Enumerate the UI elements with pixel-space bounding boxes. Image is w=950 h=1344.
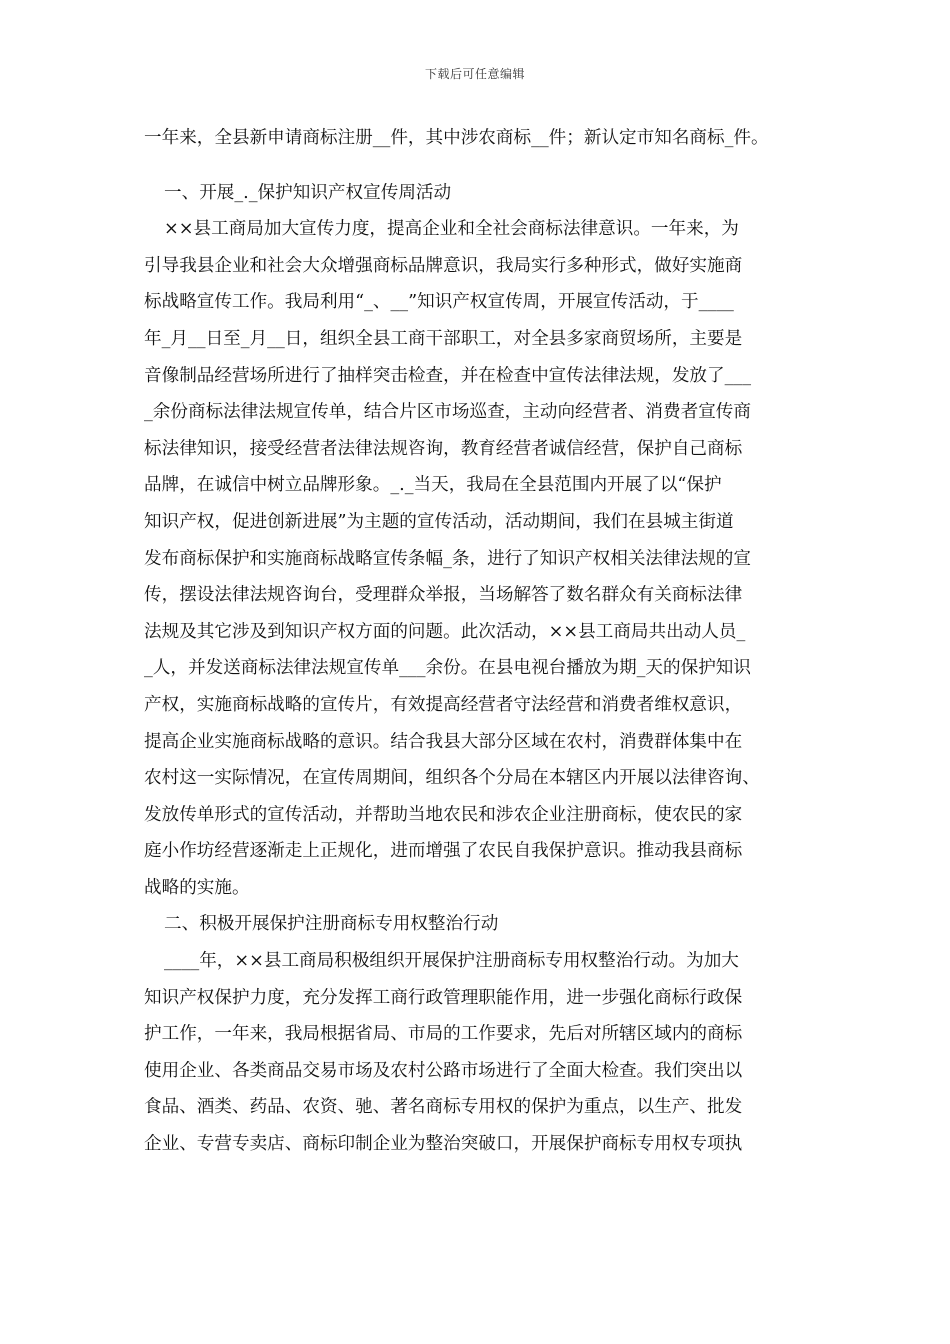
- paragraph-line: 年_月__日至_月__日，组织全县工商干部职工，对全县多家商贸场所，主要是: [144, 328, 743, 349]
- paragraph-line: 食品、酒类、药品、农资、驰、著名商标专用权的保护为重点，以生产、批发: [144, 1097, 743, 1118]
- paragraph-line: 音像制品经营场所进行了抽样突击检查，并在检查中宣传法律法规，发放了___: [144, 365, 751, 386]
- paragraph-line: 标法律知识，接受经营者法律法规咨询，教育经营者诚信经营，保护自己商标: [144, 438, 743, 459]
- paragraph-line: 法规及其它涉及到知识产权方面的问题。此次活动，××县工商局共出动人员_: [144, 621, 746, 642]
- paragraph-line: 知识产权，促进创新进展”为主题的宣传活动，活动期间，我们在县城主街道: [144, 511, 734, 532]
- paragraph-line: ××县工商局加大宣传力度，提高企业和全社会商标法律意识。一年来，为: [164, 219, 739, 240]
- section-2-paragraph: [144, 943, 816, 1163]
- paragraph-line: 知识产权保护力度，充分发挥工商行政管理职能作用，进一步强化商标行政保: [144, 987, 743, 1008]
- paragraph-line: 传，摆设法律法规咨询台，受理群众举报，当场解答了数名群众有关商标法律: [144, 585, 743, 606]
- header-note: 下载后可任意编辑: [424, 67, 525, 81]
- paragraph-line: 品牌，在诚信中树立品牌形象。_._当天，我局在全县范围内开展了以“保护: [144, 475, 722, 496]
- paragraph-line: _余份商标法律法规宣传单，结合片区市场巡查，主动向经营者、消费者宣传商: [144, 402, 751, 423]
- paragraph-line: 农村这一实际情况，在宣传周期间，组织各个分局在本辖区内开展以法律咨询、: [144, 768, 760, 789]
- paragraph-line: 庭小作坊经营逐渐走上正规化，进而增强了农民自我保护意识。推动我县商标: [144, 841, 743, 862]
- paragraph-line: 企业、专营专卖店、商标印制企业为整治突破口，开展保护商标专用权专项执: [144, 1134, 743, 1155]
- paragraph-line: 发布商标保护和实施商标战略宣传条幅_条，进行了知识产权相关法律法规的宣: [144, 548, 751, 569]
- paragraph-line: ____年，××县工商局积极组织开展保护注册商标专用权整治行动。为加大: [164, 951, 739, 972]
- paragraph-line: 战略的实施。: [144, 877, 250, 898]
- paragraph-line: 使用企业、各类商品交易市场及农村公路市场进行了全面大检查。我们突出以: [144, 1060, 743, 1081]
- paragraph-line: 产权，实施商标战略的宣传片，有效提高经营者守法经营和消费者维权意识，: [144, 694, 743, 715]
- paragraph-line: 标战略宣传工作。我局利用“_、__”知识产权宣传周，开展宣传活动，于____: [144, 292, 734, 313]
- document-body: [144, 120, 816, 1163]
- paragraph-line: _人，并发送商标法律法规宣传单___余份。在县电视台播放为期_天的保护知识: [144, 658, 751, 679]
- section-2-heading: 二、积极开展保护注册商标专用权整治行动: [164, 914, 499, 935]
- paragraph-line: 发放传单形式的宣传活动，并帮助当地农民和涉农企业注册商标，使农民的家: [144, 804, 743, 825]
- section-1-heading: 一、开展_._保护知识产权宣传周活动: [164, 182, 452, 203]
- section-1-paragraph: [144, 211, 816, 906]
- paragraph-line: 提高企业实施商标战略的意识。结合我县大部分区域在农村，消费群体集中在: [144, 731, 743, 752]
- intro-line: 一年来，全县新申请商标注册__件，其中涉农商标__件；新认定市知名商标_件。: [144, 128, 769, 148]
- paragraph-line: 护工作，一年来，我局根据省局、市局的工作要求，先后对所辖区域内的商标: [144, 1024, 743, 1045]
- paragraph-line: 引导我县企业和社会大众增强商标品牌意识，我局实行多种形式，做好实施商: [144, 255, 743, 276]
